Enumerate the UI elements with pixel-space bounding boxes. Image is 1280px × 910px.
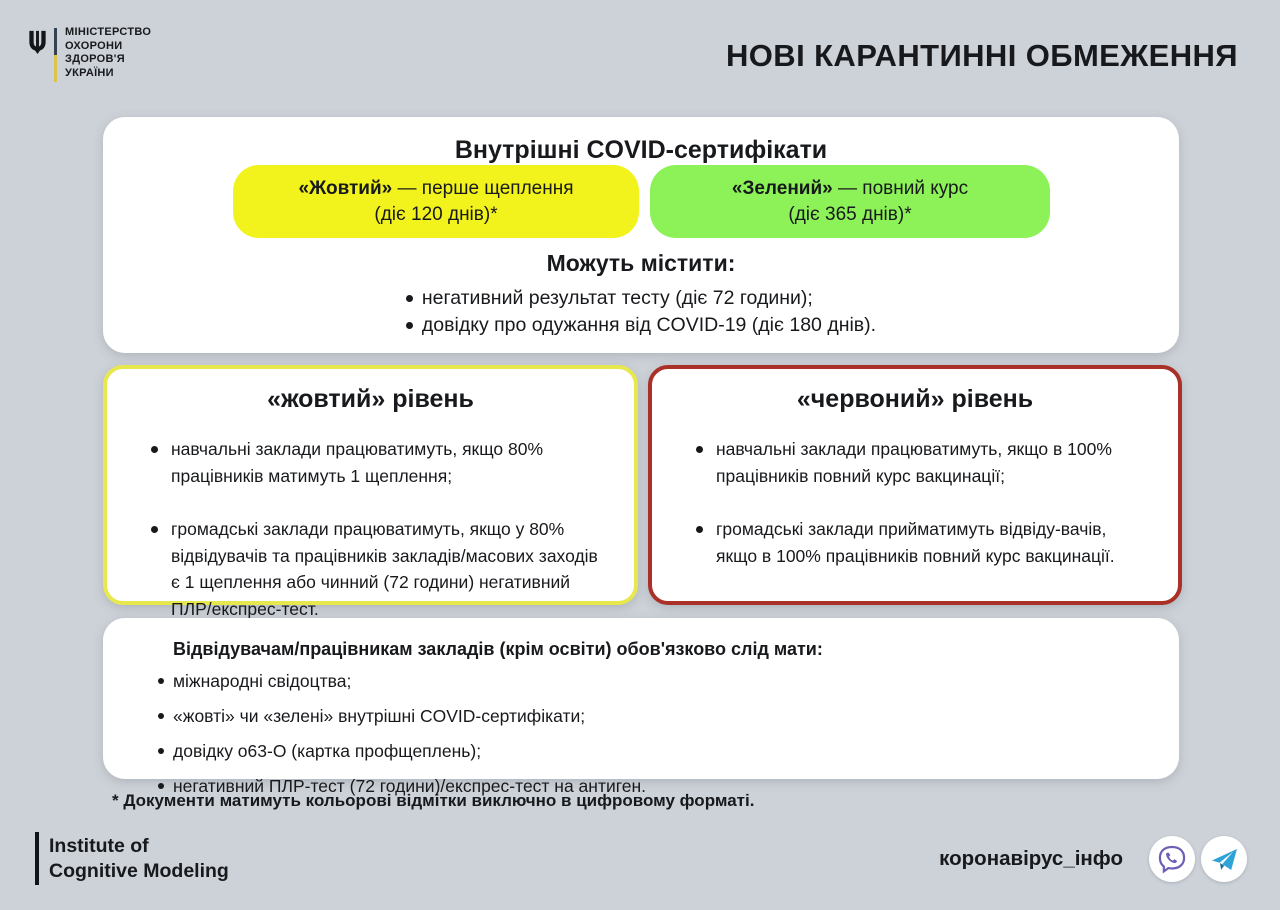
list-item-text: довідку о63-О (картка профщеплень); bbox=[173, 741, 482, 761]
requirements-card bbox=[103, 618, 1179, 796]
requirements-list bbox=[158, 671, 1139, 797]
trident-icon bbox=[28, 30, 47, 54]
ministry-name-line: ЗДОРОВ'Я bbox=[65, 53, 125, 65]
channel-handle: коронавірус_інфо bbox=[939, 847, 1123, 870]
list-item bbox=[696, 516, 1150, 569]
bullet-dot bbox=[406, 295, 413, 302]
contain-list bbox=[406, 285, 876, 339]
yellow-certificate-pill bbox=[233, 165, 639, 238]
bullet-dot bbox=[158, 783, 164, 789]
bullet-dot bbox=[151, 446, 158, 453]
green-pill-line1 bbox=[650, 176, 1050, 202]
page-title: НОВІ КАРАНТИННІ ОБМЕЖЕННЯ bbox=[725, 38, 1238, 73]
ministry-name-line: МІНІСТЕРСТВО bbox=[65, 26, 152, 38]
list-item-text: міжнародні свідоцтва; bbox=[173, 671, 352, 691]
institute-name bbox=[49, 832, 229, 885]
red-level-title: «червоний» рівень bbox=[796, 385, 1034, 413]
list-item bbox=[406, 312, 876, 339]
institute-name-line: Institute of bbox=[49, 835, 149, 857]
list-item-text: негативний ПЛР-тест (72 години)/експрес-тест на антиген. bbox=[173, 776, 647, 796]
bullet-dot bbox=[158, 713, 164, 719]
institute-logo-bar bbox=[35, 832, 39, 885]
list-item bbox=[158, 741, 1139, 762]
certificates-title: Внутрішні COVID-сертифікати bbox=[454, 136, 828, 164]
list-item-text: громадські заклади прийматимуть відвіду-вачів, якщо в 100% працівників повний курс вакцинації. bbox=[716, 519, 1115, 566]
green-pill-line2: (діє 365 днів)* bbox=[788, 203, 912, 225]
ministry-name-line: ОХОРОНИ bbox=[65, 39, 123, 52]
list-item bbox=[158, 706, 1139, 727]
yellow-level-card bbox=[103, 365, 638, 619]
list-item-text: навчальні заклади працюватимуть, якщо в 100% працівників повний курс вакцинації; bbox=[716, 439, 1112, 486]
yellow-pill-rest: — перше щеплення bbox=[392, 177, 574, 199]
bullet-dot bbox=[158, 678, 164, 684]
yellow-level-title: «жовтий» рівень bbox=[267, 385, 474, 413]
ministry-name bbox=[65, 26, 151, 80]
list-item bbox=[158, 671, 1139, 692]
telegram-icon[interactable] bbox=[1201, 836, 1247, 882]
list-item bbox=[406, 285, 876, 312]
footnote: * Документи матимуть кольорові відмітки виключно в цифровому форматі. bbox=[112, 791, 755, 810]
yellow-pill-line2: (діє 120 днів)* bbox=[374, 203, 498, 225]
list-item-text: довідку про одужання від COVID-19 (діє 180 днів). bbox=[421, 314, 877, 336]
yellow-pill-line1 bbox=[233, 176, 639, 202]
red-level-card bbox=[648, 365, 1182, 605]
bullet-dot bbox=[696, 526, 703, 533]
viber-icon[interactable] bbox=[1149, 836, 1195, 882]
bullet-dot bbox=[151, 526, 158, 533]
certificates-card bbox=[103, 117, 1179, 353]
logo-divider bbox=[54, 28, 57, 82]
bullet-dot bbox=[158, 748, 164, 754]
requirements-heading: Відвідувачам/працівникам закладів (крім освіти) обов'язково слід мати: bbox=[173, 639, 823, 659]
green-pill-rest: — повний курс bbox=[832, 177, 969, 199]
green-certificate-pill bbox=[650, 165, 1050, 238]
contain-heading: Можуть містити: bbox=[546, 250, 736, 276]
bullet-dot bbox=[696, 446, 703, 453]
yellow-pill-bold: «Жовтий» bbox=[298, 177, 393, 199]
list-item-text: «жовті» чи «зелені» внутрішні COVID-сертифікати; bbox=[173, 706, 586, 726]
list-item bbox=[151, 516, 606, 622]
institute-logo bbox=[35, 832, 229, 885]
ministry-name-line: УКРАЇНИ bbox=[65, 66, 114, 79]
red-level-list bbox=[652, 436, 1178, 569]
list-item-text: негативний результат тесту (діє 72 години); bbox=[421, 287, 813, 309]
list-item-text: навчальні заклади працюватимуть, якщо 80% працівників матимуть 1 щеплення; bbox=[171, 439, 544, 486]
ministry-logo bbox=[28, 26, 151, 82]
footer-social bbox=[939, 836, 1247, 882]
list-item-text: громадські заклади працюватимуть, якщо у 80% відвідувачів та працівників закладів/масових заходів є 1 щеплення або чинний (72 години) негативний ПЛР/експрес-тест. bbox=[171, 519, 598, 619]
yellow-level-list bbox=[107, 436, 634, 622]
list-item bbox=[151, 436, 606, 489]
bullet-dot bbox=[406, 322, 413, 329]
green-pill-bold: «Зелений» bbox=[731, 177, 833, 199]
list-item bbox=[696, 436, 1150, 489]
institute-name-line: Cognitive Modeling bbox=[49, 859, 229, 882]
